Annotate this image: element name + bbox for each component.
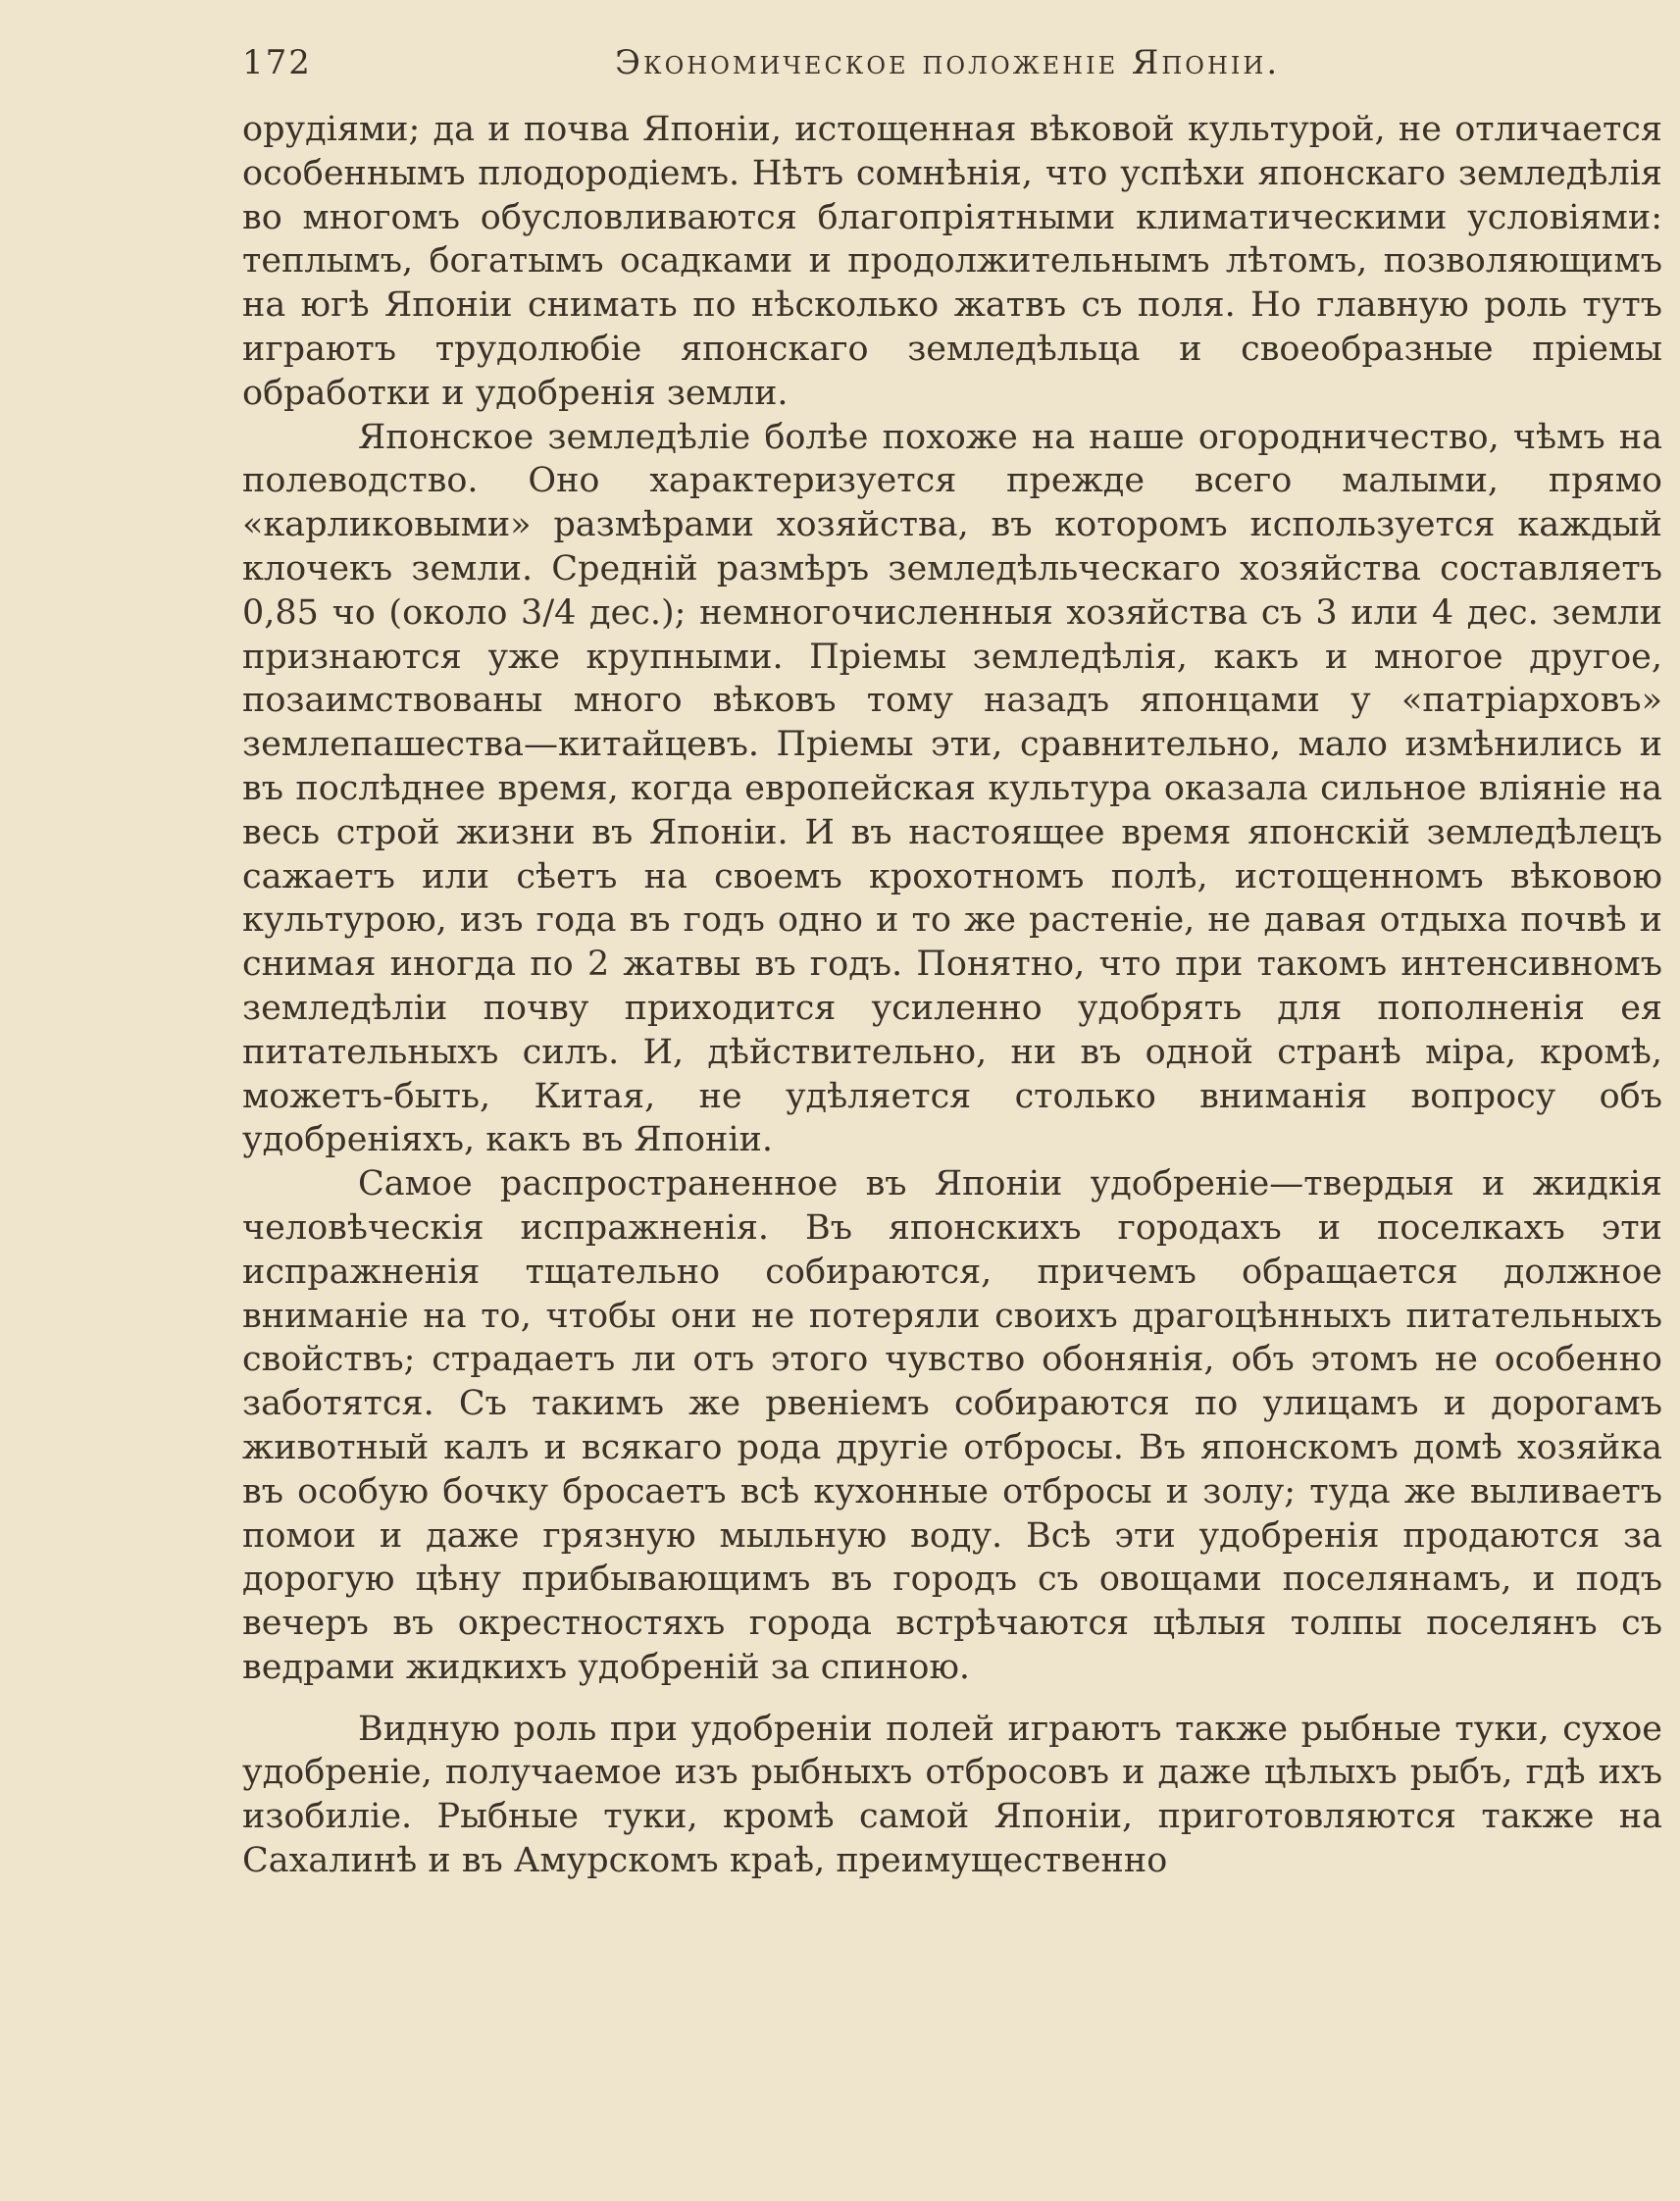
book-page — [242, 39, 1662, 1883]
running-title: Экономическое положеніе Японіи. — [615, 43, 1281, 82]
paragraph-4: Видную роль при удобреніи полей играютъ также рыбные туки, сухое удобреніе, получаемое изъ рыбныхъ отбросовъ и даже цѣлыхъ рыбъ, гдѣ ихъ изобиліе. Рыбные туки, кромѣ самой Японіи, приготовляются также на Сахалинѣ и въ Амурскомъ краѣ, преимущественно — [242, 1709, 1662, 1881]
paragraph-1: орудіями; да и почва Японіи, истощенная вѣковой культурой, не отличается особеннымъ плодородіемъ. Нѣтъ сомнѣнія, что успѣхи японскаго земледѣлія во многомъ обусловливаются благопріятными климатическими условіями: теплымъ, богатымъ осадками и продолжительнымъ лѣтомъ, позволяющимъ на югѣ Японіи снимать по нѣсколько жатвъ съ поля. Но главную роль тутъ играютъ трудолюбіе японскаго земледѣльца и своеобразные пріемы обработки и удобренія земли. — [242, 110, 1662, 413]
body-text — [242, 108, 1662, 1883]
paragraph-2: Японское земледѣліе болѣе похоже на наше огородничество, чѣмъ на полеводство. Оно характеризуется прежде всего малыми, прямо «карликовыми» размѣрами хозяйства, въ которомъ используется каждый клочекъ земли. Средній размѣръ земледѣльческаго хозяйства составляетъ 0,85 чо (около 3/4 дес.); немногочисленныя хозяйства съ 3 или 4 дес. земли признаются уже крупными. Пріемы земледѣлія, какъ и многое другое, позаимствованы много вѣковъ тому назадъ японцами у «патріарховъ» землепашества—китайцевъ. Пріемы эти, сравнительно, мало измѣнились и въ послѣднее время, когда европейская культура оказала сильное вліяніе на весь строй жизни въ Японіи. И въ настоящее время японскій земледѣлецъ сажаетъ или сѣетъ на своемъ крохотномъ полѣ, истощенномъ вѣковою культурою, изъ года въ годъ одно и то же растеніе, не давая отдыха почвѣ и снимая иногда по 2 жатвы въ годъ. Понятно, что при такомъ интенсивномъ земледѣліи почву приходится усиленно удобрять для пополненія ея питательныхъ силъ. И, дѣйствительно, ни въ одной странѣ міра, кромѣ, можетъ-быть, Китая, не удѣляется столько вниманія вопросу объ удобреніяхъ, какъ въ Японіи. — [242, 417, 1662, 1160]
page-number: 172 — [242, 43, 312, 82]
paragraph-3: Самое распространенное въ Японіи удобреніе—твердыя и жидкія человѣческія испражненія. Въ японскихъ городахъ и поселкахъ эти испражненія тщательно собираются, причемъ обращается должное вниманіе на то, чтобы они не потеряли своихъ драгоцѣнныхъ питательныхъ свойствъ; страдаетъ ли отъ этого чувство обонянія, объ этомъ не особенно заботятся. Съ такимъ же рвеніемъ собираются по улицамъ и дорогамъ животный калъ и всякаго рода другіе отбросы. Въ японскомъ домѣ хозяйка въ особую бочку бросаетъ всѣ кухонные отбросы и золу; туда же выливаетъ помои и даже грязную мыльную воду. Всѣ эти удобренія продаются за дорогую цѣну прибывающимъ въ городъ съ овощами поселянамъ, и подъ вечеръ въ окрестностяхъ города встрѣчаются цѣлыя толпы поселянъ съ ведрами жидкихъ удобреній за спиною. — [242, 1164, 1662, 1687]
page-header — [242, 39, 1662, 108]
